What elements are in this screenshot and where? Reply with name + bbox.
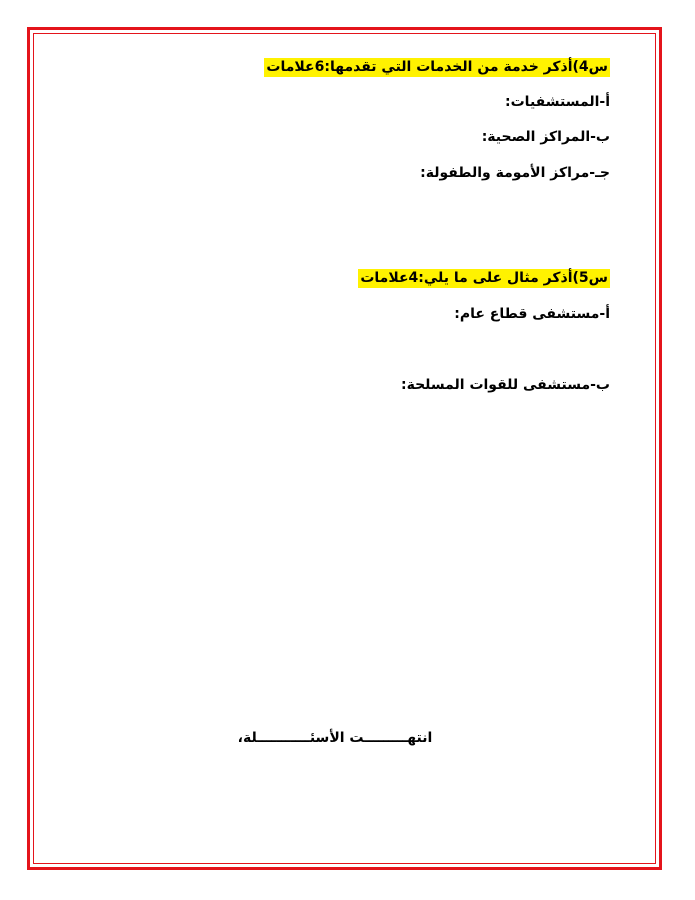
closing-text: انتهـــــــــت الأسئـــــــــــلة،: [237, 730, 433, 746]
question-5-heading-text: س5)أذكر مثال على ما يلي:4علامات: [360, 270, 608, 286]
question-5-item-b: ب-مستشفى للقوات المسلحة:: [400, 377, 610, 393]
question-4-item-a: أ-المستشفيات:: [505, 94, 610, 110]
question-5-heading: [358, 269, 610, 287]
question-4-item-b: ب-المراكز الصحية:: [481, 129, 610, 145]
question-4-item-c: جـ-مراكز الأمومة والطفولة:: [420, 165, 610, 181]
question-4-heading: [264, 58, 610, 76]
question-4-heading-text: س4)أذكر خدمة من الخدمات التي تقدمها:6علامات: [266, 59, 608, 75]
question-5-item-a: أ-مستشفى قطاع عام:: [454, 306, 610, 322]
